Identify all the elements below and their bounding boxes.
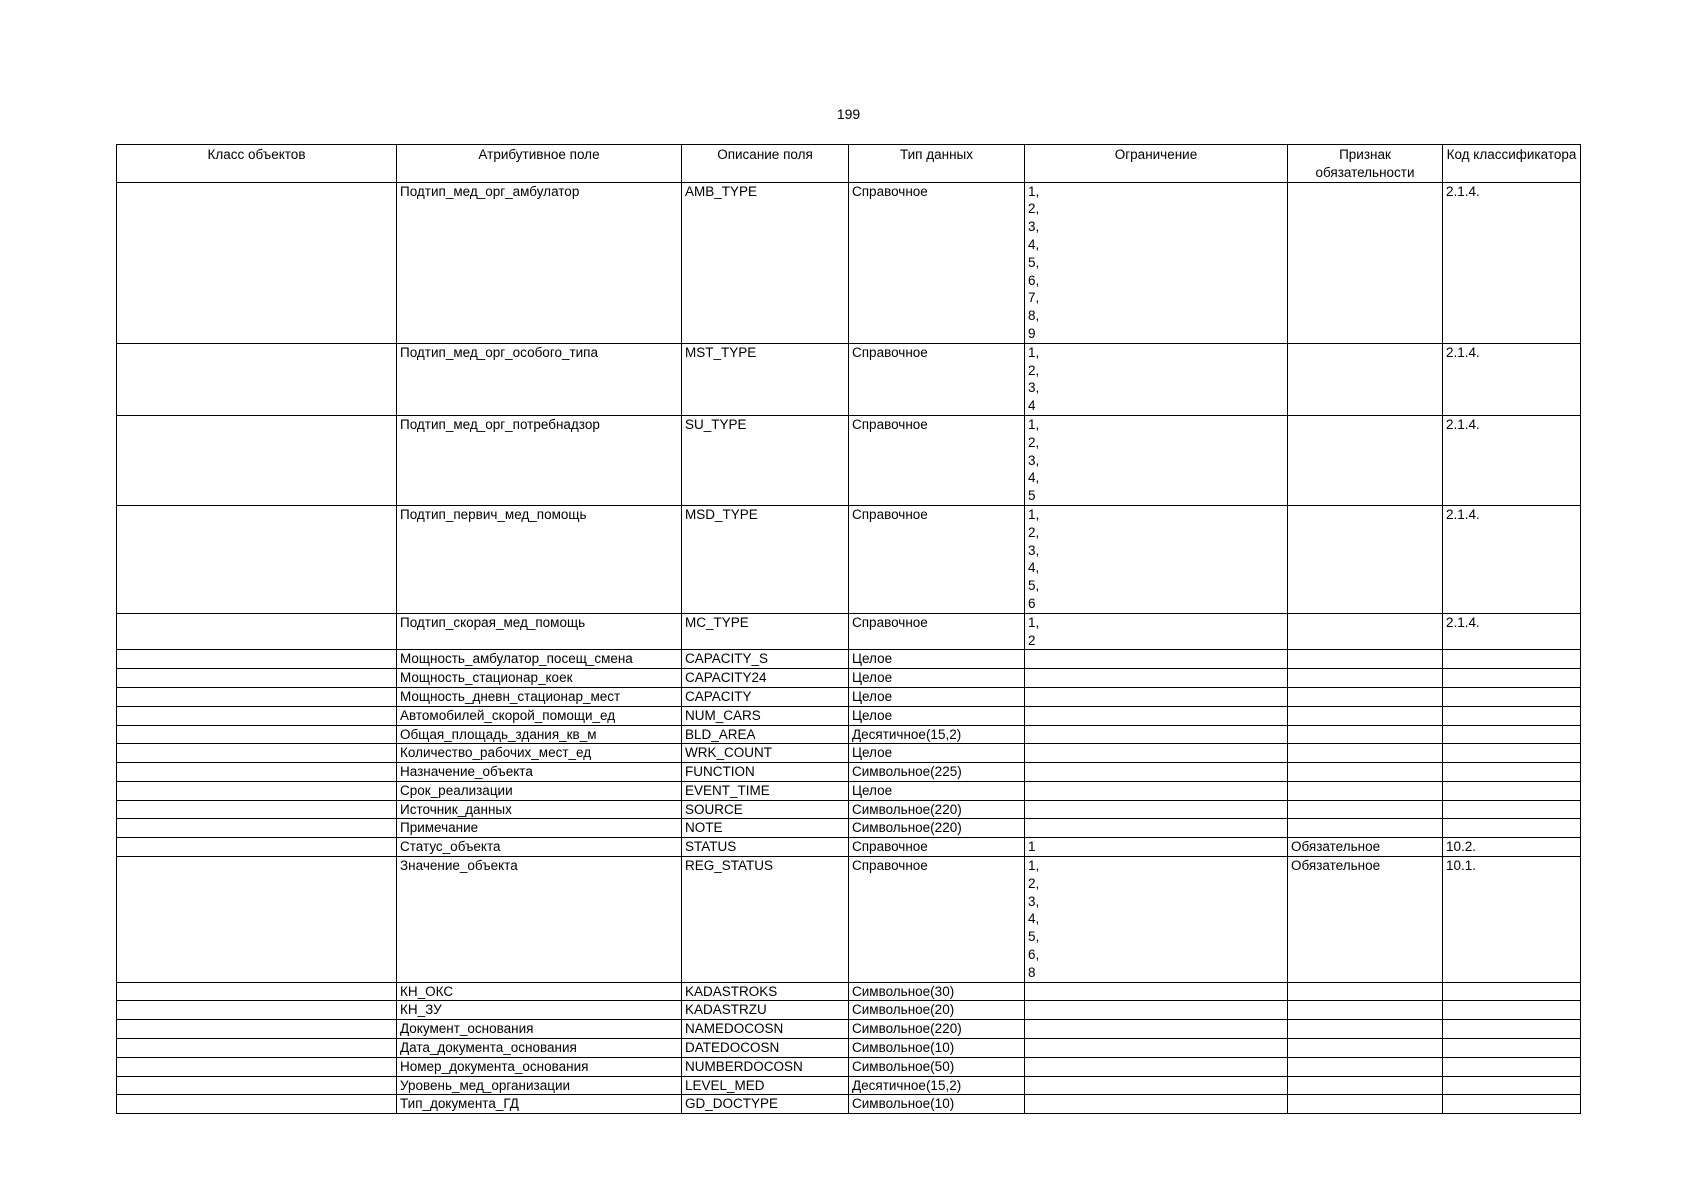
cell-constraint: 1, 2 xyxy=(1025,613,1288,650)
cell-data-type: Символьное(30) xyxy=(849,982,1025,1001)
cell-constraint: 1, 2, 3, 4, 5, 6, 8 xyxy=(1025,857,1288,983)
cell-field-description: MC_TYPE xyxy=(682,613,849,650)
cell-field-description: MST_TYPE xyxy=(682,343,849,415)
table-row xyxy=(117,800,1581,819)
cell-mandatory-flag xyxy=(1288,781,1443,800)
cell-classifier-code xyxy=(1443,725,1581,744)
table-row xyxy=(117,1020,1581,1039)
cell-constraint xyxy=(1025,706,1288,725)
cell-classifier-code: 10.1. xyxy=(1443,857,1581,983)
cell-mandatory-flag: Обязательное xyxy=(1288,857,1443,983)
cell-mandatory-flag xyxy=(1288,505,1443,613)
cell-field-description: STATUS xyxy=(682,838,849,857)
cell-mandatory-flag: Обязательное xyxy=(1288,838,1443,857)
cell-data-type: Справочное xyxy=(849,505,1025,613)
cell-classifier-code xyxy=(1443,1095,1581,1114)
cell-object-class xyxy=(117,781,397,800)
cell-field-description: NOTE xyxy=(682,819,849,838)
cell-mandatory-flag xyxy=(1288,613,1443,650)
cell-object-class xyxy=(117,613,397,650)
table-row xyxy=(117,687,1581,706)
cell-data-type: Справочное xyxy=(849,415,1025,505)
cell-field-description: CAPACITY_S xyxy=(682,650,849,669)
cell-constraint xyxy=(1025,763,1288,782)
cell-field-description: NAMEDOCOSN xyxy=(682,1020,849,1039)
cell-classifier-code: 2.1.4. xyxy=(1443,415,1581,505)
page-number: 199 xyxy=(836,106,861,122)
cell-constraint xyxy=(1025,1076,1288,1095)
cell-constraint xyxy=(1025,819,1288,838)
cell-attribute-field: Назначение_объекта xyxy=(397,763,682,782)
cell-constraint xyxy=(1025,1020,1288,1039)
cell-data-type: Целое xyxy=(849,687,1025,706)
cell-classifier-code: 2.1.4. xyxy=(1443,505,1581,613)
cell-classifier-code xyxy=(1443,669,1581,688)
cell-data-type: Символьное(225) xyxy=(849,763,1025,782)
cell-data-type: Целое xyxy=(849,781,1025,800)
cell-data-type: Целое xyxy=(849,706,1025,725)
table-row xyxy=(117,1057,1581,1076)
table-row xyxy=(117,343,1581,415)
table-row xyxy=(117,669,1581,688)
cell-object-class xyxy=(117,982,397,1001)
cell-object-class xyxy=(117,763,397,782)
cell-field-description: SOURCE xyxy=(682,800,849,819)
cell-mandatory-flag xyxy=(1288,1076,1443,1095)
cell-constraint: 1, 2, 3, 4 xyxy=(1025,343,1288,415)
cell-classifier-code xyxy=(1443,1057,1581,1076)
cell-classifier-code: 10.2. xyxy=(1443,838,1581,857)
table-row xyxy=(117,1076,1581,1095)
cell-data-type: Десятичное(15,2) xyxy=(849,1076,1025,1095)
cell-field-description: BLD_AREA xyxy=(682,725,849,744)
cell-field-description: KADASTRZU xyxy=(682,1001,849,1020)
cell-object-class xyxy=(117,1095,397,1114)
cell-classifier-code xyxy=(1443,687,1581,706)
cell-constraint: 1 xyxy=(1025,838,1288,857)
cell-classifier-code xyxy=(1443,800,1581,819)
cell-classifier-code xyxy=(1443,982,1581,1001)
table-row xyxy=(117,819,1581,838)
cell-constraint xyxy=(1025,1039,1288,1058)
cell-mandatory-flag xyxy=(1288,744,1443,763)
header-classifier-code: Код классификатора xyxy=(1443,145,1581,183)
table-row xyxy=(117,650,1581,669)
cell-mandatory-flag xyxy=(1288,1057,1443,1076)
cell-classifier-code xyxy=(1443,1001,1581,1020)
cell-object-class xyxy=(117,687,397,706)
table-row xyxy=(117,838,1581,857)
cell-attribute-field: Мощность_стационар_коек xyxy=(397,669,682,688)
cell-attribute-field: Общая_площадь_здания_кв_м xyxy=(397,725,682,744)
cell-data-type: Справочное xyxy=(849,182,1025,343)
cell-constraint xyxy=(1025,982,1288,1001)
cell-data-type: Символьное(20) xyxy=(849,1001,1025,1020)
cell-attribute-field: Подтип_мед_орг_потребнадзор xyxy=(397,415,682,505)
cell-attribute-field: Срок_реализации xyxy=(397,781,682,800)
table-row xyxy=(117,613,1581,650)
cell-data-type: Целое xyxy=(849,650,1025,669)
cell-attribute-field: Значение_объекта xyxy=(397,857,682,983)
cell-classifier-code xyxy=(1443,706,1581,725)
cell-field-description: CAPACITY xyxy=(682,687,849,706)
cell-constraint xyxy=(1025,650,1288,669)
cell-field-description: MSD_TYPE xyxy=(682,505,849,613)
table-row xyxy=(117,1095,1581,1114)
cell-constraint xyxy=(1025,744,1288,763)
cell-mandatory-flag xyxy=(1288,687,1443,706)
cell-data-type: Десятичное(15,2) xyxy=(849,725,1025,744)
cell-object-class xyxy=(117,182,397,343)
cell-attribute-field: Количество_рабочих_мест_ед xyxy=(397,744,682,763)
cell-field-description: SU_TYPE xyxy=(682,415,849,505)
cell-mandatory-flag xyxy=(1288,182,1443,343)
cell-mandatory-flag xyxy=(1288,1001,1443,1020)
cell-attribute-field: Дата_документа_основания xyxy=(397,1039,682,1058)
cell-constraint xyxy=(1025,1001,1288,1020)
cell-classifier-code xyxy=(1443,650,1581,669)
cell-field-description: KADASTROKS xyxy=(682,982,849,1001)
cell-data-type: Символьное(10) xyxy=(849,1095,1025,1114)
header-field-description: Описание поля xyxy=(682,145,849,183)
cell-mandatory-flag xyxy=(1288,415,1443,505)
cell-field-description: NUM_CARS xyxy=(682,706,849,725)
cell-constraint xyxy=(1025,781,1288,800)
cell-mandatory-flag xyxy=(1288,343,1443,415)
header-attribute-field: Атрибутивное поле xyxy=(397,145,682,183)
cell-field-description: WRK_COUNT xyxy=(682,744,849,763)
cell-field-description: FUNCTION xyxy=(682,763,849,782)
cell-mandatory-flag xyxy=(1288,706,1443,725)
cell-attribute-field: Подтип_мед_орг_амбулатор xyxy=(397,182,682,343)
header-data-type: Тип данных xyxy=(849,145,1025,183)
cell-classifier-code xyxy=(1443,781,1581,800)
cell-object-class xyxy=(117,343,397,415)
table-row xyxy=(117,781,1581,800)
cell-constraint: 1, 2, 3, 4, 5, 6 xyxy=(1025,505,1288,613)
table-row xyxy=(117,415,1581,505)
cell-constraint xyxy=(1025,1095,1288,1114)
cell-constraint xyxy=(1025,1057,1288,1076)
table-row xyxy=(117,706,1581,725)
cell-field-description: CAPACITY24 xyxy=(682,669,849,688)
cell-constraint: 1, 2, 3, 4, 5 xyxy=(1025,415,1288,505)
cell-object-class xyxy=(117,744,397,763)
table-row xyxy=(117,744,1581,763)
cell-mandatory-flag xyxy=(1288,1095,1443,1114)
cell-data-type: Символьное(220) xyxy=(849,819,1025,838)
table-row xyxy=(117,182,1581,343)
cell-object-class xyxy=(117,1076,397,1095)
table-row xyxy=(117,505,1581,613)
header-object-class: Класс объектов xyxy=(117,145,397,183)
cell-mandatory-flag xyxy=(1288,650,1443,669)
header-mandatory-flag: Признак обязательности xyxy=(1288,145,1443,183)
cell-field-description: DATEDOCOSN xyxy=(682,1039,849,1058)
cell-attribute-field: Номер_документа_основания xyxy=(397,1057,682,1076)
cell-object-class xyxy=(117,669,397,688)
cell-data-type: Символьное(50) xyxy=(849,1057,1025,1076)
cell-constraint xyxy=(1025,687,1288,706)
table-row xyxy=(117,982,1581,1001)
cell-attribute-field: Мощность_амбулатор_посещ_смена xyxy=(397,650,682,669)
cell-classifier-code xyxy=(1443,744,1581,763)
cell-attribute-field: Мощность_дневн_стационар_мест xyxy=(397,687,682,706)
cell-attribute-field: КН_ОКС xyxy=(397,982,682,1001)
attribute-table xyxy=(116,144,1581,1114)
cell-data-type: Символьное(10) xyxy=(849,1039,1025,1058)
cell-classifier-code xyxy=(1443,1020,1581,1039)
cell-object-class xyxy=(117,415,397,505)
cell-mandatory-flag xyxy=(1288,669,1443,688)
cell-field-description: LEVEL_MED xyxy=(682,1076,849,1095)
cell-attribute-field: Документ_основания xyxy=(397,1020,682,1039)
cell-mandatory-flag xyxy=(1288,763,1443,782)
cell-attribute-field: КН_ЗУ xyxy=(397,1001,682,1020)
table-row xyxy=(117,763,1581,782)
cell-classifier-code: 2.1.4. xyxy=(1443,182,1581,343)
cell-constraint xyxy=(1025,725,1288,744)
cell-field-description: EVENT_TIME xyxy=(682,781,849,800)
cell-constraint xyxy=(1025,800,1288,819)
cell-mandatory-flag xyxy=(1288,800,1443,819)
cell-data-type: Справочное xyxy=(849,343,1025,415)
cell-data-type: Справочное xyxy=(849,838,1025,857)
cell-attribute-field: Подтип_скорая_мед_помощь xyxy=(397,613,682,650)
cell-object-class xyxy=(117,819,397,838)
cell-constraint xyxy=(1025,669,1288,688)
cell-data-type: Символьное(220) xyxy=(849,800,1025,819)
cell-object-class xyxy=(117,725,397,744)
cell-attribute-field: Подтип_мед_орг_особого_типа xyxy=(397,343,682,415)
cell-object-class xyxy=(117,505,397,613)
table-body xyxy=(117,182,1581,1114)
table-row xyxy=(117,725,1581,744)
cell-data-type: Справочное xyxy=(849,613,1025,650)
cell-attribute-field: Примечание xyxy=(397,819,682,838)
cell-mandatory-flag xyxy=(1288,725,1443,744)
cell-attribute-field: Автомобилей_скорой_помощи_ед xyxy=(397,706,682,725)
cell-attribute-field: Уровень_мед_организации xyxy=(397,1076,682,1095)
cell-object-class xyxy=(117,1057,397,1076)
cell-object-class xyxy=(117,1020,397,1039)
cell-field-description: REG_STATUS xyxy=(682,857,849,983)
cell-object-class xyxy=(117,857,397,983)
cell-field-description: AMB_TYPE xyxy=(682,182,849,343)
table-row xyxy=(117,1039,1581,1058)
header-constraint: Ограничение xyxy=(1025,145,1288,183)
cell-classifier-code xyxy=(1443,819,1581,838)
cell-mandatory-flag xyxy=(1288,819,1443,838)
cell-object-class xyxy=(117,1039,397,1058)
cell-classifier-code: 2.1.4. xyxy=(1443,613,1581,650)
cell-data-type: Целое xyxy=(849,744,1025,763)
cell-classifier-code xyxy=(1443,763,1581,782)
cell-attribute-field: Подтип_первич_мед_помощь xyxy=(397,505,682,613)
cell-classifier-code xyxy=(1443,1076,1581,1095)
cell-object-class xyxy=(117,706,397,725)
cell-field-description: GD_DOCTYPE xyxy=(682,1095,849,1114)
cell-constraint: 1, 2, 3, 4, 5, 6, 7, 8, 9 xyxy=(1025,182,1288,343)
cell-object-class xyxy=(117,650,397,669)
cell-data-type: Справочное xyxy=(849,857,1025,983)
cell-mandatory-flag xyxy=(1288,1039,1443,1058)
cell-classifier-code: 2.1.4. xyxy=(1443,343,1581,415)
cell-mandatory-flag xyxy=(1288,982,1443,1001)
cell-classifier-code xyxy=(1443,1039,1581,1058)
cell-attribute-field: Тип_документа_ГД xyxy=(397,1095,682,1114)
cell-object-class xyxy=(117,1001,397,1020)
cell-field-description: NUMBERDOCOSN xyxy=(682,1057,849,1076)
cell-data-type: Символьное(220) xyxy=(849,1020,1025,1039)
cell-object-class xyxy=(117,800,397,819)
cell-attribute-field: Источник_данных xyxy=(397,800,682,819)
cell-mandatory-flag xyxy=(1288,1020,1443,1039)
cell-attribute-field: Статус_объекта xyxy=(397,838,682,857)
table-row xyxy=(117,1001,1581,1020)
table-header-row xyxy=(117,145,1581,183)
table-row xyxy=(117,857,1581,983)
cell-object-class xyxy=(117,838,397,857)
cell-data-type: Целое xyxy=(849,669,1025,688)
